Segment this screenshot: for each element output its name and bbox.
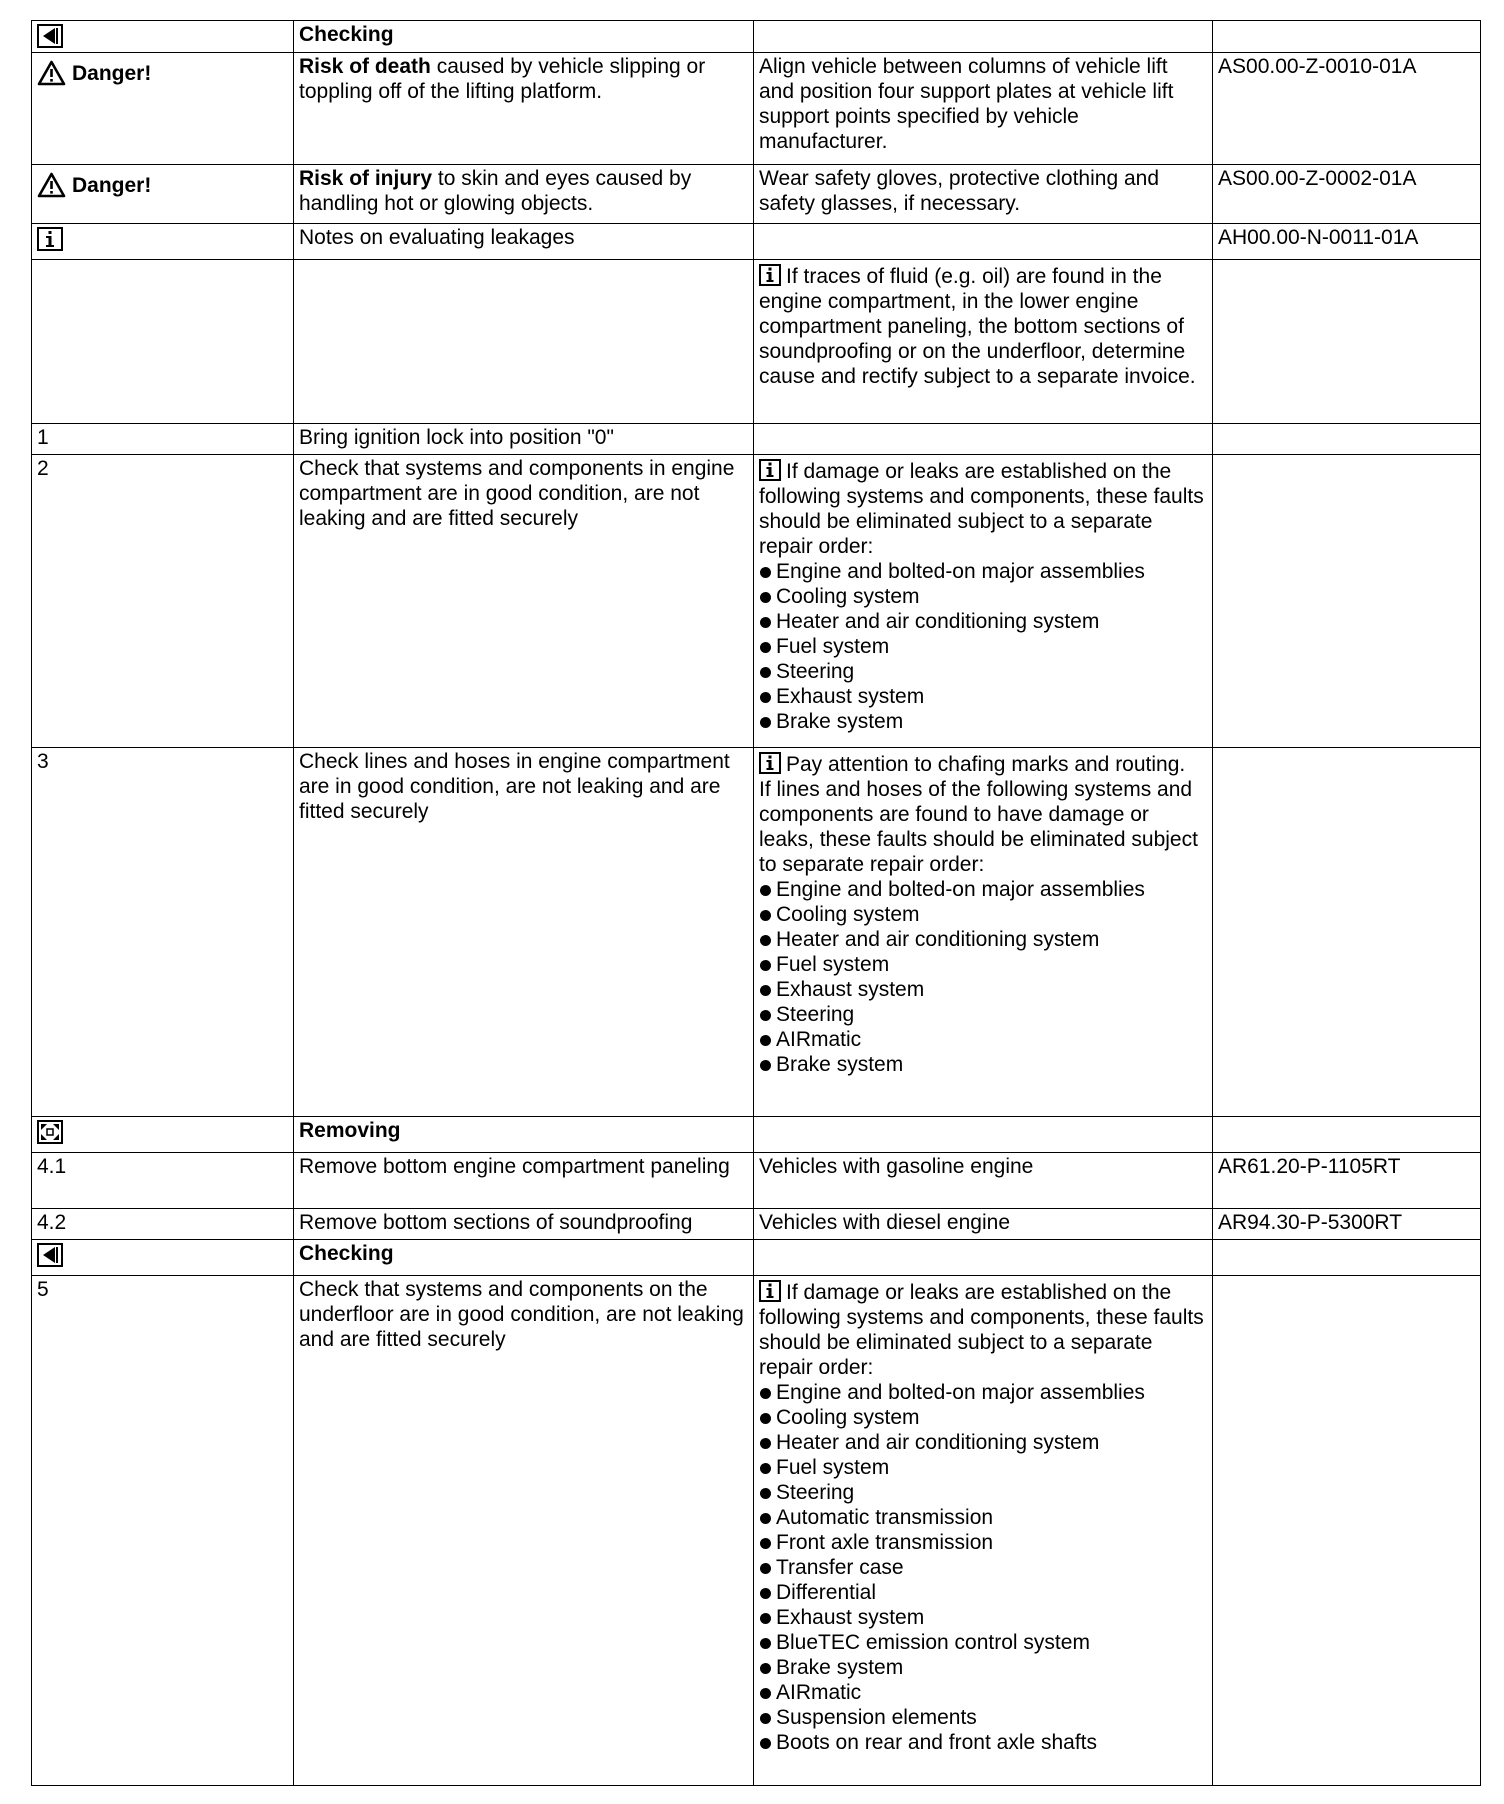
info-icon: [759, 459, 781, 481]
table-row: [32, 224, 1481, 260]
table-row: [32, 1209, 1481, 1240]
section-title: Checking: [294, 1240, 754, 1276]
symbol-cell: [32, 1240, 294, 1276]
step-number: 2: [32, 455, 294, 748]
info-icon: [759, 264, 781, 286]
checking-icon: [37, 23, 63, 48]
step-note: Vehicles with diesel engine: [754, 1209, 1213, 1240]
section-title: Checking: [294, 21, 754, 53]
warning-triangle-icon: [37, 172, 66, 198]
list-item: Engine and bolted-on major assemblies: [759, 877, 1207, 902]
list-item: Steering: [759, 1480, 1207, 1505]
list-item: Heater and air conditioning system: [759, 927, 1207, 952]
list-item: Fuel system: [759, 634, 1207, 659]
reference-link[interactable]: AR61.20-P-1105RT: [1213, 1153, 1481, 1209]
table-row: [32, 1276, 1481, 1786]
list-item: Exhaust system: [759, 977, 1207, 1002]
note-text: If lines and hoses of the following systems and components are found to have damage or leaks, these faults should be eliminated subject to separate repair order:: [759, 778, 1198, 876]
reference-link[interactable]: AS00.00-Z-0010-01A: [1213, 53, 1481, 165]
table-row: [32, 1117, 1481, 1153]
list-item: Front axle transmission: [759, 1530, 1207, 1555]
list-item: Engine and bolted-on major assemblies: [759, 1380, 1207, 1405]
step-description: [294, 53, 754, 165]
list-item: Differential: [759, 1580, 1207, 1605]
list-item: Cooling system: [759, 902, 1207, 927]
list-item: Heater and air conditioning system: [759, 609, 1207, 634]
list-item: Engine and bolted-on major assemblies: [759, 559, 1207, 584]
reference-link[interactable]: AS00.00-Z-0002-01A: [1213, 165, 1481, 224]
table-row: [32, 21, 1481, 53]
list-item: Automatic transmission: [759, 1505, 1207, 1530]
systems-list: [759, 877, 1207, 1077]
list-item: Cooling system: [759, 1405, 1207, 1430]
step-description: Check that systems and components in engine compartment are in good condition, are not leaking and are fitted securely: [294, 455, 754, 748]
step-description: Remove bottom engine compartment paneling: [294, 1153, 754, 1209]
note-text: If traces of fluid (e.g. oil) are found in the engine compartment, in the lower engine compartment paneling, the bottom sections of soundproofing or on the underfloor, determine cause and rectify subject to a separate invoice.: [759, 265, 1196, 388]
step-description: Notes on evaluating leakages: [294, 224, 754, 260]
list-item: AIRmatic: [759, 1027, 1207, 1052]
step-note: Align vehicle between columns of vehicle lift and position four support plates at vehicle lift support points specified by vehicle manufacturer.: [754, 53, 1213, 165]
list-item: Brake system: [759, 1655, 1207, 1680]
list-item: Exhaust system: [759, 684, 1207, 709]
step-number: 4.1: [32, 1153, 294, 1209]
list-item: AIRmatic: [759, 1680, 1207, 1705]
list-item: Steering: [759, 659, 1207, 684]
step-description: Check that systems and components on the underfloor are in good condition, are not leaking and are fitted securely: [294, 1276, 754, 1786]
reference-link[interactable]: AH00.00-N-0011-01A: [1213, 224, 1481, 260]
symbol-cell: [32, 224, 294, 260]
risk-title: Risk of death: [299, 55, 431, 78]
list-item: Heater and air conditioning system: [759, 1430, 1207, 1455]
step-note: [754, 1276, 1213, 1786]
procedure-table: [31, 20, 1481, 1786]
step-description: Bring ignition lock into position "0": [294, 424, 754, 455]
section-title: Removing: [294, 1117, 754, 1153]
danger-label: Danger!: [72, 173, 152, 197]
step-description: [294, 165, 754, 224]
table-row: [32, 1153, 1481, 1209]
warning-triangle-icon: [37, 60, 66, 86]
list-item: Brake system: [759, 709, 1207, 734]
list-item: Boots on rear and front axle shafts: [759, 1730, 1207, 1755]
symbol-cell: [32, 21, 294, 53]
warning-cell: [32, 53, 294, 165]
step-number: 3: [32, 748, 294, 1117]
risk-text: to skin and eyes caused by handling hot or glowing objects.: [299, 167, 692, 215]
list-item: Suspension elements: [759, 1705, 1207, 1730]
info-icon: [759, 752, 781, 774]
reference-link[interactable]: AR94.30-P-5300RT: [1213, 1209, 1481, 1240]
step-note: Wear safety gloves, protective clothing and safety glasses, if necessary.: [754, 165, 1213, 224]
table-row: [32, 455, 1481, 748]
table-row: [32, 748, 1481, 1117]
note-text: If damage or leaks are established on the following systems and components, these faults should be eliminated subject to a separate repair order:: [759, 460, 1204, 558]
list-item: Steering: [759, 1002, 1207, 1027]
step-number: 1: [32, 424, 294, 455]
table-row: [32, 53, 1481, 165]
info-icon: [759, 1280, 781, 1302]
step-note: [754, 748, 1213, 1117]
step-note: [754, 260, 1213, 424]
table-row: [32, 165, 1481, 224]
removing-icon: [37, 1119, 63, 1144]
list-item: BlueTEC emission control system: [759, 1630, 1207, 1655]
list-item: Exhaust system: [759, 1605, 1207, 1630]
danger-label: Danger!: [72, 61, 152, 85]
step-note: [754, 455, 1213, 748]
step-description: Remove bottom sections of soundproofing: [294, 1209, 754, 1240]
list-item: Fuel system: [759, 1455, 1207, 1480]
systems-list: [759, 559, 1207, 734]
table-row: [32, 1240, 1481, 1276]
list-item: Brake system: [759, 1052, 1207, 1077]
step-description: Check lines and hoses in engine compartment are in good condition, are not leaking and are fitted securely: [294, 748, 754, 1117]
note-text: Pay attention to chafing marks and routing.: [786, 753, 1186, 776]
systems-list: [759, 1380, 1207, 1755]
warning-cell: [32, 165, 294, 224]
info-icon: [37, 226, 63, 251]
symbol-cell: [32, 1117, 294, 1153]
checking-icon: [37, 1242, 63, 1267]
note-text: If damage or leaks are established on the following systems and components, these faults should be eliminated subject to a separate repair order:: [759, 1281, 1204, 1379]
step-number: 4.2: [32, 1209, 294, 1240]
list-item: Transfer case: [759, 1555, 1207, 1580]
step-number: 5: [32, 1276, 294, 1786]
table-row: [32, 424, 1481, 455]
list-item: Cooling system: [759, 584, 1207, 609]
risk-title: Risk of injury: [299, 167, 433, 190]
list-item: Fuel system: [759, 952, 1207, 977]
step-note: Vehicles with gasoline engine: [754, 1153, 1213, 1209]
table-row: [32, 260, 1481, 424]
risk-text: caused by vehicle slipping or toppling off of the lifting platform.: [299, 55, 706, 103]
